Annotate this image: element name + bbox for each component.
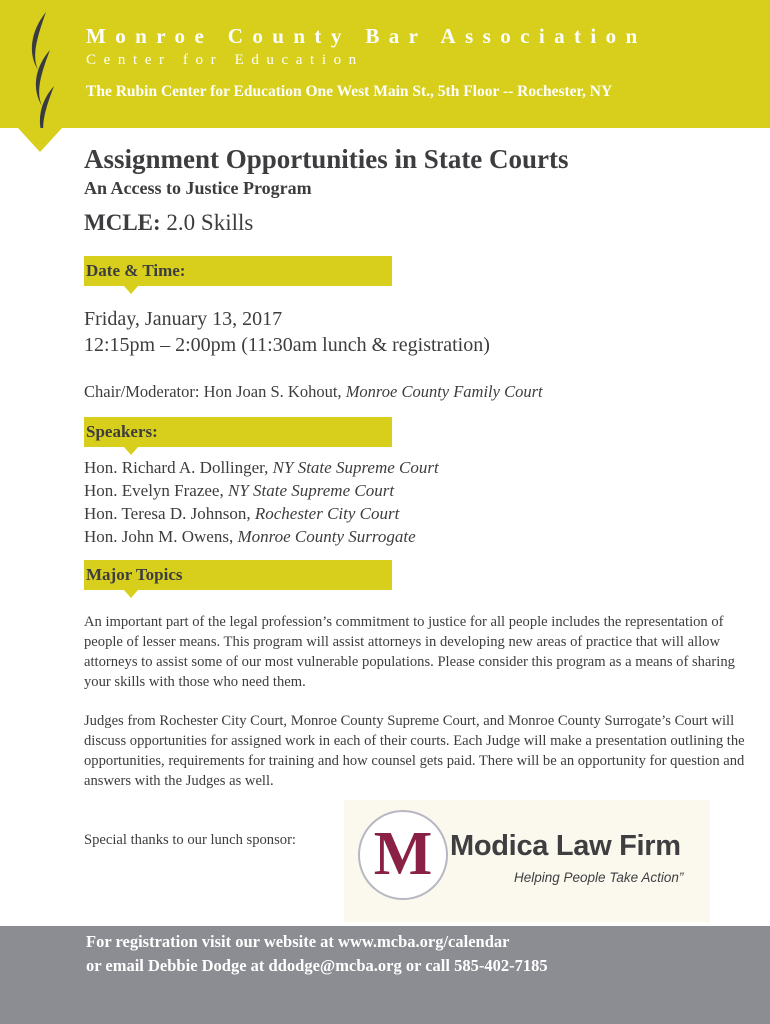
speaker-name: Hon. Evelyn Frazee, xyxy=(84,481,224,500)
date-time-heading: Date & Time: xyxy=(86,261,186,280)
speaker-item xyxy=(84,481,394,501)
topics-paragraph-2: Judges from Rochester City Court, Monroe County Supreme Court, and Monroe County Surrogate’s Court will discuss opportunities for assigned work in each of their courts. Each Judge will make a presentation outlining the opportunities, requirements for training and how counsel gets paid. There will be an opportunity for question and answers with the Judges as well. xyxy=(84,713,745,789)
speaker-name: Hon. Teresa D. Johnson, xyxy=(84,504,251,523)
speaker-name: Hon. Richard A. Dollinger, xyxy=(84,458,269,477)
heading-pointer xyxy=(124,590,138,598)
heading-pointer xyxy=(124,447,138,455)
org-subtitle: Center for Education xyxy=(86,52,364,68)
speakers-heading: Speakers: xyxy=(86,422,158,441)
speaker-item xyxy=(84,527,416,547)
registration-contact: or email Debbie Dodge at ddodge@mcba.org or call 585-402-7185 xyxy=(86,956,548,975)
header-band xyxy=(0,0,770,128)
event-date: Friday, January 13, 2017 xyxy=(84,308,283,330)
sponsor-logo xyxy=(344,800,710,922)
speaker-item xyxy=(84,458,439,478)
speaker-court: Rochester City Court xyxy=(254,504,400,523)
event-time: 12:15pm – 2:00pm (11:30am lunch & registration) xyxy=(84,334,490,356)
topics-paragraph-1: An important part of the legal profession’s commitment to justice for all people includes the representation of people of lesser means. This program will assist attorneys in developing new areas of practice that will allow attorneys to assist some of our most vulnerable populations. Please consider this program as a means of sharing your skills with those who need them. xyxy=(84,614,735,690)
speakers-heading-bar xyxy=(84,417,392,447)
speaker-court: NY State Supreme Court xyxy=(272,458,439,477)
sponsor-m-letter: M xyxy=(373,820,433,888)
page-subtitle: An Access to Justice Program xyxy=(84,178,312,198)
header-notch xyxy=(18,128,62,152)
topics-heading-bar xyxy=(84,560,392,590)
footer-band xyxy=(0,926,770,1024)
org-address: The Rubin Center for Education One West Main St., 5th Floor -- Rochester, NY xyxy=(86,83,613,100)
sponsor-tagline: Helping People Take Action” xyxy=(514,870,684,885)
speaker-item xyxy=(84,504,399,524)
chair-name: Chair/Moderator: Hon Joan S. Kohout, xyxy=(84,382,342,401)
mcle-value: 2.0 Skills xyxy=(166,210,254,235)
page-title: Assignment Opportunities in State Courts xyxy=(84,144,569,174)
speaker-court: Monroe County Surrogate xyxy=(237,527,416,546)
chair-moderator xyxy=(84,382,543,402)
date-time-heading-bar xyxy=(84,256,392,286)
sponsor-label: Special thanks to our lunch sponsor: xyxy=(84,832,296,848)
sponsor-m-circle-icon xyxy=(358,810,448,900)
sponsor-firm-name: Modica Law Firm xyxy=(450,830,681,862)
mcle-credits xyxy=(84,210,253,236)
heading-pointer xyxy=(124,286,138,294)
org-name: Monroe County Bar Association xyxy=(86,24,647,48)
registration-website: For registration visit our website at www.mcba.org/calendar xyxy=(86,932,510,951)
chair-court: Monroe County Family Court xyxy=(345,382,543,401)
mcle-label: MCLE: xyxy=(84,210,161,235)
speaker-court: NY State Supreme Court xyxy=(227,481,395,500)
speaker-name: Hon. John M. Owens, xyxy=(84,527,234,546)
topics-heading: Major Topics xyxy=(86,565,183,584)
